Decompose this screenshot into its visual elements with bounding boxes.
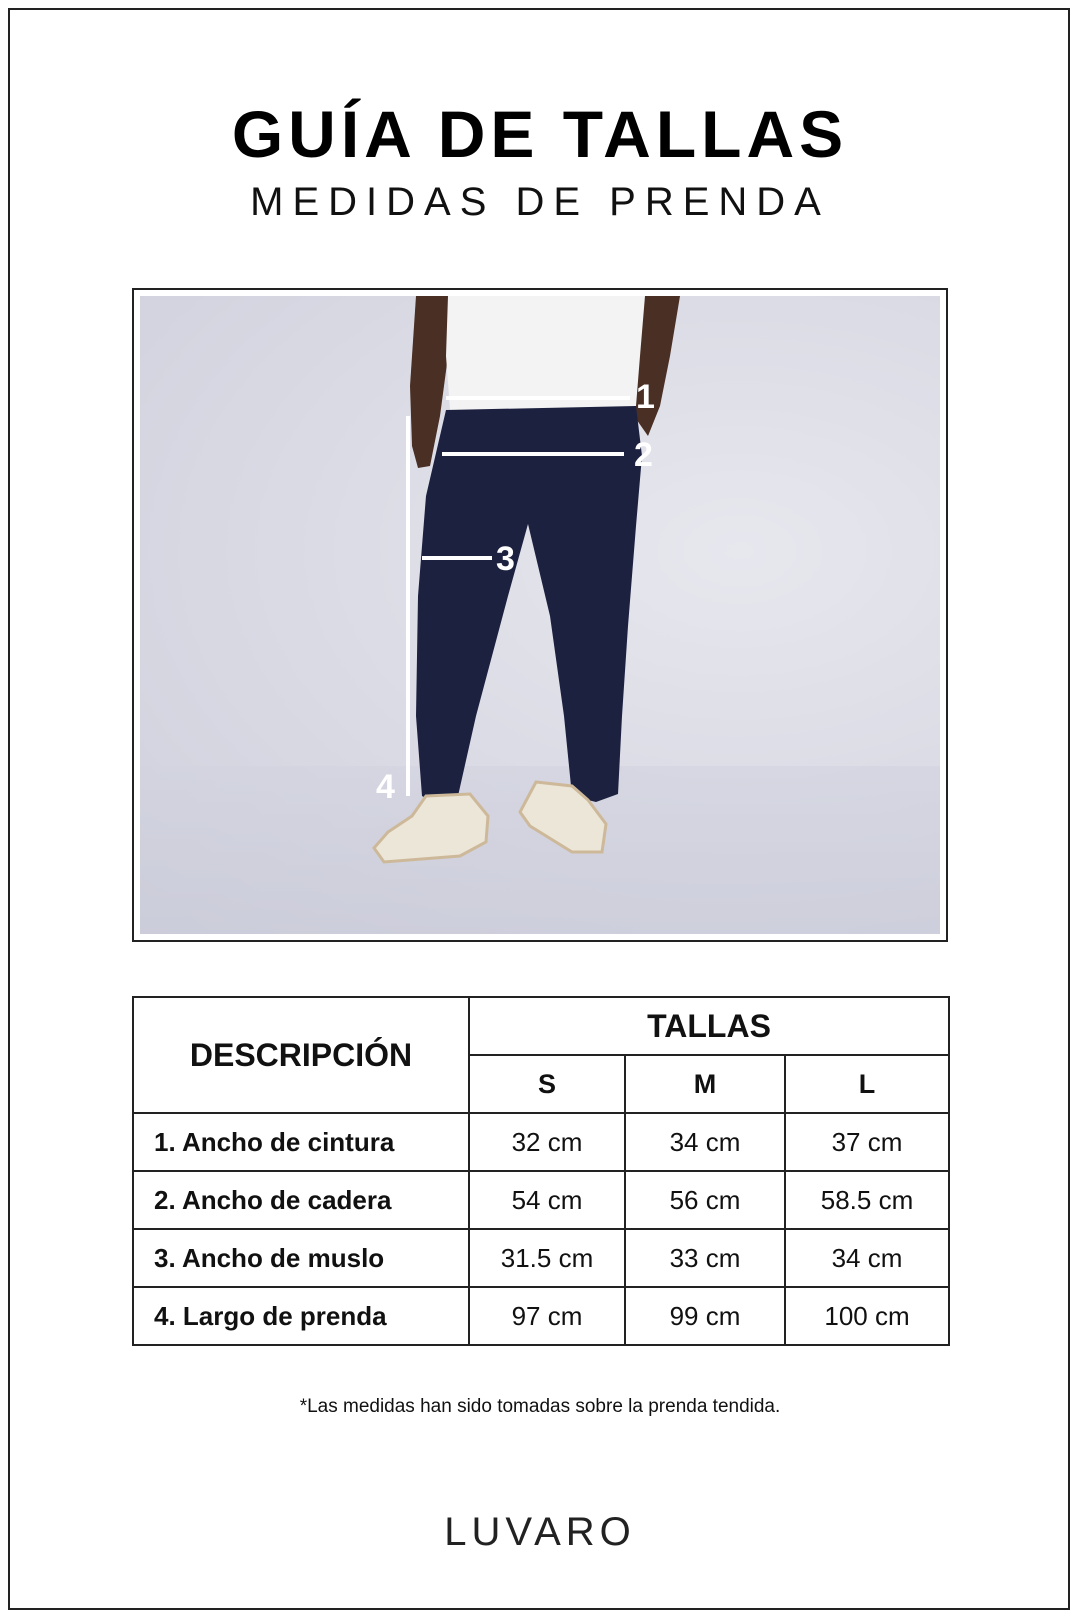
cell-value: 32 cm [469, 1113, 625, 1171]
measurement-photo-frame [132, 288, 948, 942]
row-label: 3. Ancho de muslo [133, 1229, 469, 1287]
sizes-header: TALLAS [469, 997, 949, 1055]
size-header-s: S [469, 1055, 625, 1113]
page-title: GUÍA DE TALLAS [231, 97, 849, 171]
marker-1: 1 [636, 378, 655, 416]
cell-value: 99 cm [625, 1287, 785, 1345]
description-header: DESCRIPCIÓN [133, 997, 469, 1113]
cell-value: 34 cm [785, 1229, 949, 1287]
table-row [133, 1287, 949, 1345]
brand-logo: LUVARO [444, 1510, 636, 1554]
table-row [133, 1229, 949, 1287]
navy-pants [416, 406, 642, 804]
cell-value: 100 cm [785, 1287, 949, 1345]
size-header-l: L [785, 1055, 949, 1113]
measurement-footnote: *Las medidas han sido tomadas sobre la prenda tendida. [299, 1396, 781, 1417]
table-row [133, 1113, 949, 1171]
row-label: 2. Ancho de cadera [133, 1171, 469, 1229]
table-row [133, 1171, 949, 1229]
cell-value: 31.5 cm [469, 1229, 625, 1287]
cell-value: 56 cm [625, 1171, 785, 1229]
marker-3: 3 [496, 540, 515, 578]
cell-value: 34 cm [625, 1113, 785, 1171]
cell-value: 54 cm [469, 1171, 625, 1229]
row-label: 4. Largo de prenda [133, 1287, 469, 1345]
size-table [132, 996, 950, 1346]
model-photo [140, 296, 940, 934]
marker-2: 2 [634, 436, 653, 474]
page-subtitle: MEDIDAS DE PRENDA [250, 180, 830, 224]
pants-illustration [140, 296, 940, 934]
cell-value: 33 cm [625, 1229, 785, 1287]
marker-4: 4 [376, 768, 395, 806]
cell-value: 37 cm [785, 1113, 949, 1171]
cell-value: 58.5 cm [785, 1171, 949, 1229]
cell-value: 97 cm [469, 1287, 625, 1345]
row-label: 1. Ancho de cintura [133, 1113, 469, 1171]
size-header-m: M [625, 1055, 785, 1113]
